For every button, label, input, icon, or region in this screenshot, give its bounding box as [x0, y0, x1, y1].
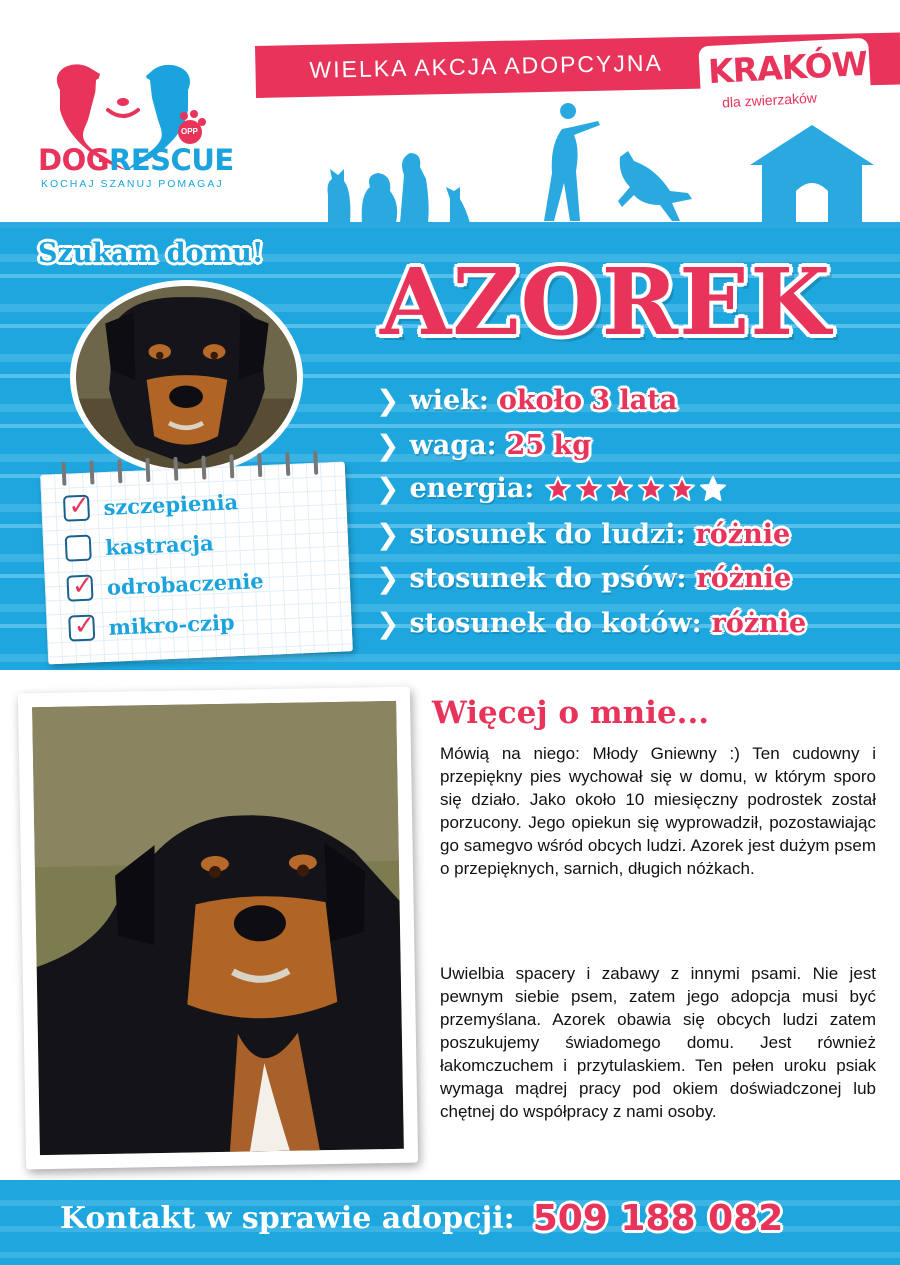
star-filled-icon: [637, 475, 665, 503]
chevron-right-icon: ❯: [376, 562, 400, 595]
krakow-subtitle: dla zwierzaków: [721, 89, 818, 111]
contact-label: Kontakt w sprawie adopcji:: [60, 1201, 515, 1236]
star-filled-icon: [544, 475, 572, 503]
dog-portrait: [70, 280, 303, 475]
attribute-label: waga:: [409, 430, 497, 461]
check-icon: ✓: [67, 490, 91, 522]
chevron-right-icon: ❯: [376, 607, 400, 640]
pet-silhouettes-illustration: [300, 95, 900, 230]
attribute-label: wiek:: [409, 385, 489, 416]
person-silhouette-icon: [544, 103, 600, 221]
star-filled-icon: [606, 475, 634, 503]
dog-silhouette-icon: [362, 173, 397, 223]
krakow-title: KRAKÓW: [707, 43, 868, 92]
checkbox-vaccinations: [63, 490, 91, 522]
seeking-home-heading: Szukam domu!: [38, 238, 264, 269]
jumping-dog-silhouette-icon: [618, 151, 692, 221]
about-title: Więcej o mnie...: [432, 695, 710, 731]
dog-photo: [32, 701, 404, 1155]
attribute-label: stosunek do psów:: [409, 563, 687, 594]
dog-portrait-image: [76, 286, 297, 469]
checkbox-deworming: [66, 570, 95, 602]
check-icon: ✓: [71, 570, 95, 602]
chevron-right-icon: ❯: [376, 429, 400, 462]
contact-line: [60, 1198, 783, 1239]
dog-house-icon: [750, 125, 874, 223]
checkbox-microchip: [68, 610, 97, 642]
cat-silhouette-icon: [328, 169, 351, 223]
about-paragraph-2: Uwielbia spacery i zabawy z innymi psami. Nie jest pewnym siebie psem, zatem jego adopcja musi być przemyślana. Azorek obawia się obcych ludzi zatem poszukujemy świadomego domu. Jest również łakomczuchem i przytulaskiem. Ten pełen uroku psiak wymaga mądrej pracy pod okiem doświadczonej lub chętnej do współpracy z nami osoby.: [440, 964, 876, 1121]
attribute-label: stosunek do kotów:: [409, 608, 702, 639]
attribute-value: różnie: [695, 519, 791, 550]
dog-silhouette-icon: [400, 153, 429, 223]
star-filled-icon: [668, 475, 696, 503]
attribute-weight: [376, 429, 591, 462]
attribute-cats: [376, 607, 806, 640]
banner-title: WIELKA AKCJA ADOPCYJNA: [309, 49, 664, 83]
dog-photo-image: [32, 701, 404, 1155]
about-paragraph-1: Mówią na niego: Młody Gniewny :) Ten cudowny i przepiękny pies wychował się w domu, w którym sporo się działo. Jako około 10 miesięczny podrostek został porzucony. Jego opiekun się wyprowadził, pozostawiając go samegvo wśród obcych ludzi. Azorek jest dużym psem o przepięknych, sarnich, długich nóżkach.: [440, 744, 876, 878]
checklist-item-microchip: [68, 608, 235, 641]
dog-photo-frame: [18, 687, 418, 1170]
chevron-right-icon: ❯: [376, 472, 400, 505]
checklist-item-vaccinations: [63, 488, 239, 522]
checklist-label: szczepienia: [102, 488, 239, 520]
checklist-label: mikro-czip: [108, 608, 236, 640]
energy-rating: [544, 475, 727, 503]
chevron-right-icon: ❯: [376, 518, 400, 551]
attribute-value: około 3 lata: [498, 385, 678, 416]
attribute-value: różnie: [696, 563, 792, 594]
attribute-people: [376, 518, 790, 551]
dog-name: AZOREK: [380, 248, 832, 356]
health-checklist: [40, 461, 353, 664]
logo-opp-badge: OPP: [181, 127, 198, 136]
attribute-value: 25 kg: [506, 430, 592, 461]
checkbox-castration: [65, 535, 92, 562]
check-icon: ✓: [72, 610, 97, 642]
checklist-item-deworming: [66, 567, 264, 602]
logo-tagline: KOCHAJ SZANUJ POMAGAJ: [41, 178, 224, 190]
attribute-value: różnie: [711, 608, 807, 639]
checklist-item-castration: [65, 529, 214, 561]
contact-phone[interactable]: 509 188 082: [532, 1198, 784, 1239]
star-filled-icon: [575, 475, 603, 503]
star-empty-icon: [699, 475, 727, 503]
cat-silhouette-icon: [446, 187, 470, 223]
attribute-age: [376, 384, 677, 417]
checklist-label: kastracja: [104, 529, 214, 560]
logo-wordmark: DOGRESCUE: [38, 143, 234, 177]
chevron-right-icon: ❯: [376, 384, 400, 417]
attribute-energy: [376, 472, 727, 505]
attribute-label: energia:: [409, 473, 535, 504]
attribute-dogs: [376, 562, 791, 595]
checklist-label: odrobaczenie: [106, 567, 265, 600]
attribute-label: stosunek do ludzi:: [409, 519, 686, 550]
